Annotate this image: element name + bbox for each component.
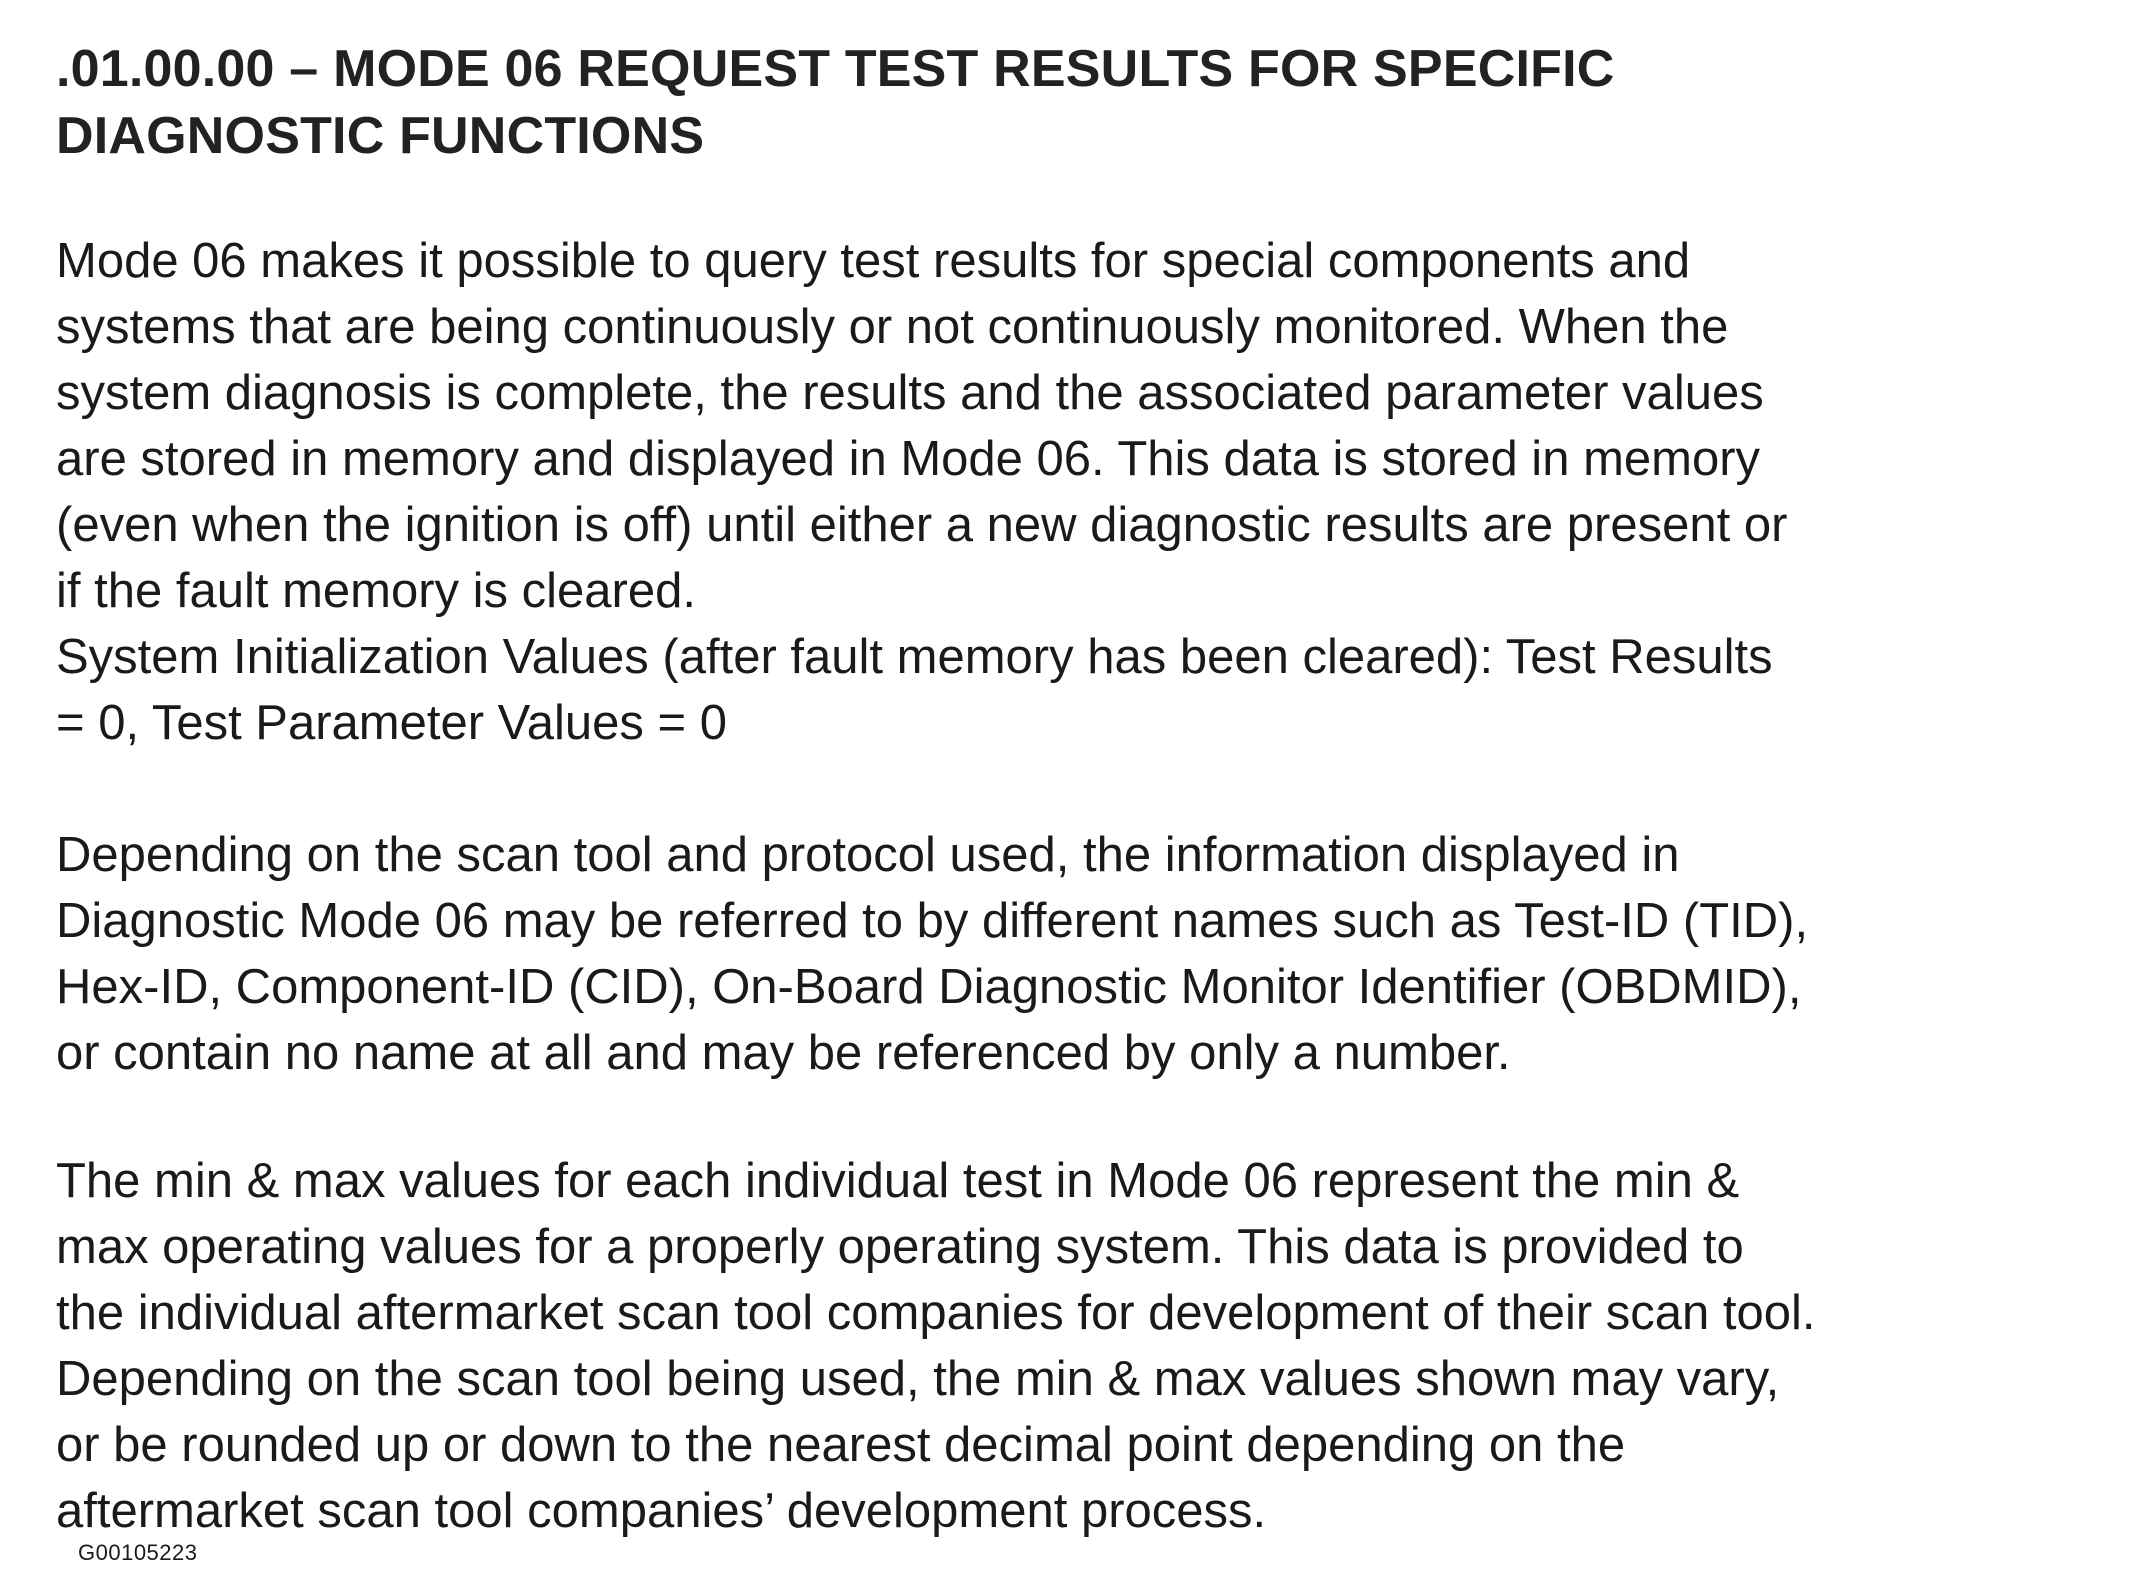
text-line: (even when the ignition is off) until either a new diagnostic results are present or [56,498,1788,552]
text-line: The min & max values for each individual test in Mode 06 represent the min & [56,1154,1740,1208]
text-line: are stored in memory and displayed in Mode 06. This data is stored in memory [56,432,1761,486]
text-line: or contain no name at all and may be referenced by only a number. [56,1026,1511,1080]
text-line: max operating values for a properly operating system. This data is provided to [56,1220,1744,1274]
section-title [56,36,2036,170]
text-line: Diagnostic Mode 06 may be referred to by different names such as Test-ID (TID), [56,894,1809,948]
section-title-line: DIAGNOSTIC FUNCTIONS [56,107,705,165]
text-line: or be rounded up or down to the nearest decimal point depending on the [56,1418,1626,1472]
text-line: Depending on the scan tool and protocol used, the information displayed in [56,828,1680,882]
mode06-description-paragraph [56,228,2116,756]
figure-id-label: G00105223 [78,1540,198,1565]
section-title-line: .01.00.00 – MODE 06 REQUEST TEST RESULTS FOR SPECIFIC [56,40,1615,98]
text-line: aftermarket scan tool companies’ development process. [56,1484,1267,1538]
text-line: system diagnosis is complete, the results and the associated parameter values [56,366,1764,420]
text-line: Depending on the scan tool being used, the min & max values shown may vary, [56,1352,1780,1406]
text-line: System Initialization Values (after fault memory has been cleared): Test Results [56,630,1773,684]
text-line: = 0, Test Parameter Values = 0 [56,696,727,750]
min-max-values-paragraph [56,1148,2116,1544]
text-line: Hex-ID, Component-ID (CID), On-Board Diagnostic Monitor Identifier (OBDMID), [56,960,1802,1014]
text-line: systems that are being continuously or not continuously monitored. When the [56,300,1729,354]
naming-conventions-paragraph [56,822,2116,1086]
text-line: Mode 06 makes it possible to query test results for special components and [56,234,1691,288]
text-line: if the fault memory is cleared. [56,564,696,618]
text-line: the individual aftermarket scan tool companies for development of their scan tool. [56,1286,1816,1340]
